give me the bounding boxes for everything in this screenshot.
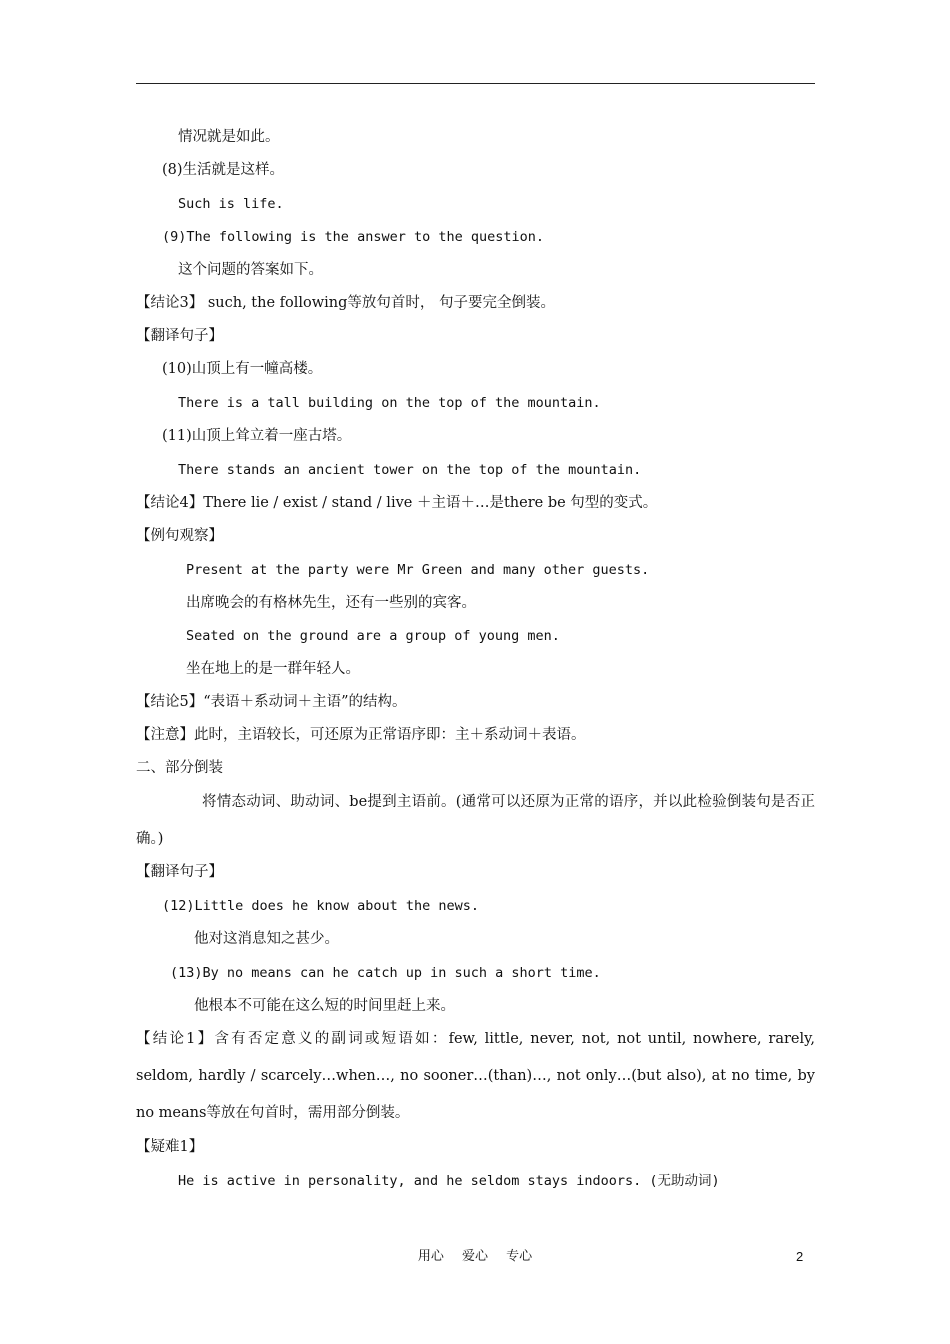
text-line: (10)山顶上有一幢高楼。 (162, 361, 323, 377)
text-line: (12)Little does he know about the news. (162, 898, 479, 914)
section-label: 【疑难1】 (136, 1139, 204, 1155)
conclusion-3: 【结论3】 such, the following等放句首时， 句子要完全倒装。 (136, 295, 556, 311)
text-line: (8)生活就是这样。 (162, 162, 285, 178)
text-line: 出席晚会的有格林先生，还有一些别的宾客。 (186, 595, 476, 611)
text-line: (13)By no means can he catch up in such a short time. (170, 965, 601, 981)
text-line: He is active in personality, and he seldom stays indoors. (无助动词) (178, 1173, 720, 1189)
section-label: 【翻译句子】 (136, 328, 223, 344)
conclusion-4: 【结论4】There lie / exist / stand / live ＋主语＋…是there be 句型的变式。 (136, 495, 658, 511)
note: 【注意】此时，主语较长，可还原为正常语序即：主＋系动词＋表语。 (136, 727, 586, 743)
section-label: 【翻译句子】 (136, 864, 223, 880)
text-line: Present at the party were Mr Green and many other guests. (186, 562, 650, 578)
partial-inversion-note: 将情态动词、助动词、be提到主语前。(通常可以还原为正常的语序，并以此检验倒装句是否正确。) (136, 794, 815, 847)
section-heading: 二、部分倒装 (136, 760, 223, 776)
text-line: 情况就是如此。 (178, 129, 280, 145)
conclusion-1: 【结论1】含有否定意义的副词或短语如：few, little, never, not, not until, nowhere, rarely, seldom, hardly / scarcely…when…, no sooner…(than)…, not only…(but also), at no time, by no means等放在句首时，需用部分倒装。 (136, 1031, 815, 1121)
text-line: (9)The following is the answer to the question. (162, 229, 545, 245)
text-line: 这个问题的答案如下。 (178, 262, 323, 278)
text-line: Such is life. (178, 196, 284, 212)
text-line: 他对这消息知之甚少。 (194, 931, 339, 947)
conclusion-5: 【结论5】“表语＋系动词＋主语”的结构。 (136, 694, 407, 710)
text-line: There is a tall building on the top of the mountain. (178, 395, 601, 411)
text-line: 坐在地上的是一群年轻人。 (186, 661, 360, 677)
header-rule (136, 83, 815, 84)
footer-motto: 用心 爱心 专心 (417, 1249, 533, 1264)
text-line: There stands an ancient tower on the top of the mountain. (178, 462, 642, 478)
text-line: (11)山顶上耸立着一座古塔。 (162, 428, 352, 444)
text-line: Seated on the ground are a group of young men. (186, 628, 560, 644)
page-number: 2 (796, 1249, 804, 1264)
text-line: 他根本不可能在这么短的时间里赶上来。 (194, 998, 455, 1014)
section-label: 【例句观察】 (136, 528, 223, 544)
